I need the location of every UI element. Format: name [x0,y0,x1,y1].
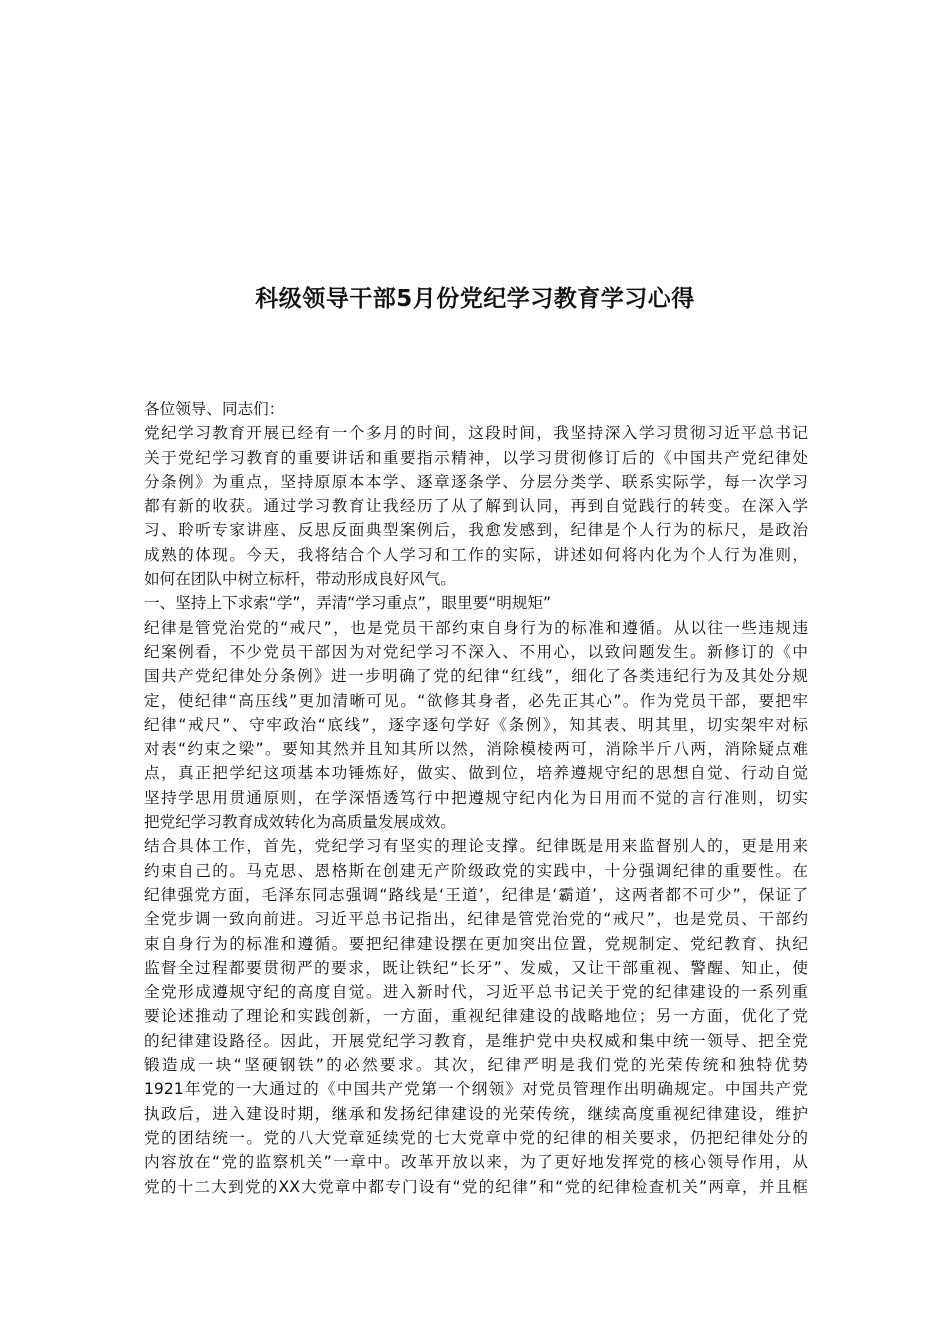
paragraph-line: 纪律“戒尺”、守牢政治“底线”，逐字逐句学好《条例》，知其表、明其里，切实架牢对标 [144,715,808,734]
paragraph-line: 纪案例看，不少党员干部因为对党纪学习不深入、不用心，以致问题发生。新修订的《中 [144,642,808,661]
paragraph-line: 全党步调一致向前进。习近平总书记指出，纪律是管党治党的“戒尺”，也是党员、干部约 [144,910,808,929]
paragraph-line: 坚持学思用贯通原则，在学深悟透笃行中把遵规守纪内化为日用而不觉的言行准则，切实 [144,788,808,807]
paragraph-line: 国共产党纪律处分条例》进一步明确了党的纪律“红线”，细化了各类违纪行为及其处分规 [144,667,808,686]
paragraph-line: 分条例》为重点，坚持原原本本学、逐章逐条学、分层分类学、联系实际学，每一次学习 [144,472,808,491]
paragraph-line: 定，使纪律“高压线”更加清晰可见。“欲修其身者，必先正其心”。作为党员干部，要把牢 [144,691,808,710]
paragraph-line: 关于党纪学习教育的重要讲话和重要指示精神，以学习贯彻修订后的《中国共产党纪律处 [144,448,808,467]
paragraph-line: 锻造成一块“坚硬钢铁”的必然要求。其次，纪律严明是我们党的光荣传统和独特优势 [144,1056,808,1075]
paragraph-line: 结合具体工作，首先，党纪学习有坚实的理论支撑。纪律既是用来监督别人的，更是用来 [144,837,808,856]
paragraph-line: 内容放在“党的监察机关”一章中。改革开放以来，为了更好地发挥党的核心领导作用，从 [144,1153,808,1172]
paragraph-line: 党的十二大到党的XX大党章中都专门设有“党的纪律”和“党的纪律检查机关”两章，并且框 [144,1177,808,1196]
paragraph-line: 执政后，进入建设时期，继承和发扬纪律建设的光荣传统，继续高度重视纪律建设，维护 [144,1104,808,1123]
paragraph-line: 纪律强党方面，毛泽东同志强调“路线是‘王道’，纪律是‘霸道’，这两者都不可少”，保证了 [144,885,808,904]
paragraph-line: 如何在团队中树立标杆，带动形成良好风气。 [144,570,456,589]
document-body [144,397,808,1199]
paragraph-line: 都有新的收获。通过学习教育让我经历了从了解到认同，再到自觉践行的转变。在深入学 [144,497,808,516]
paragraph-line: 党的团结统一。党的八大党章延续党的七大党章中党的纪律的相关要求，仍把纪律处分的 [144,1128,808,1147]
paragraph-line: 成熟的体现。今天，我将结合个人学习和工作的实际，讲述如何将内化为个人行为准则， [144,545,808,564]
paragraph-line: 点，真正把学纪这项基本功锤炼好，做实、做到位，培养遵规守纪的思想自觉、行动自觉 [144,764,808,783]
paragraph-line: 党纪学习教育开展已经有一个多月的时间，这段时间，我坚持深入学习贯彻习近平总书记 [144,424,808,443]
document-title: 科级领导干部5月份党纪学习教育学习心得 [255,286,695,312]
paragraph-line: 把党纪学习教育成效转化为高质量发展成效。 [144,813,456,832]
paragraph-line: 1921年党的一大通过的《中国共产党第一个纲领》对党员管理作出明确规定。中国共产党 [144,1080,808,1099]
paragraph-line: 束自身行为的标准和遵循。要把纪律建设摆在更加突出位置，党规制定、党纪教育、执纪 [144,934,808,953]
paragraph-line: 一、坚持上下求索“学”，弄清“学习重点”，眼里要“明规矩” [144,594,552,613]
paragraph-line: 纪律是管党治党的“戒尺”，也是党员干部约束自身行为的标准和遵循。从以往一些违规违 [144,618,808,637]
paragraph-line: 监督全过程都要贯彻严的要求，既让铁纪“长牙”、发威，又让干部重视、警醒、知止，使 [144,958,808,977]
paragraph-line: 全党形成遵规守纪的高度自觉。进入新时代，习近平总书记关于党的纪律建设的一系列重 [144,983,808,1002]
paragraph-line: 习、聆听专家讲座、反思反面典型案例后，我愈发感到，纪律是个人行为的标尺，是政治 [144,521,808,540]
paragraph-line: 的纪律建设路径。因此，开展党纪学习教育，是维护党中央权威和集中统一领导、把全党 [144,1031,808,1050]
paragraph-line: 要论述推动了理论和实践创新，一方面，重视纪律建设的战略地位；另一方面，优化了党 [144,1007,808,1026]
paragraph-line: 各位领导、同志们： [144,400,285,418]
paragraph-line: 约束自己的。马克思、恩格斯在创建无产阶级政党的实践中，十分强调纪律的重要性。在 [144,861,808,880]
paragraph-line: 对表“约束之梁”。要知其然并且知其所以然，消除模棱两可，消除半斤八两，消除疑点难 [144,740,808,759]
